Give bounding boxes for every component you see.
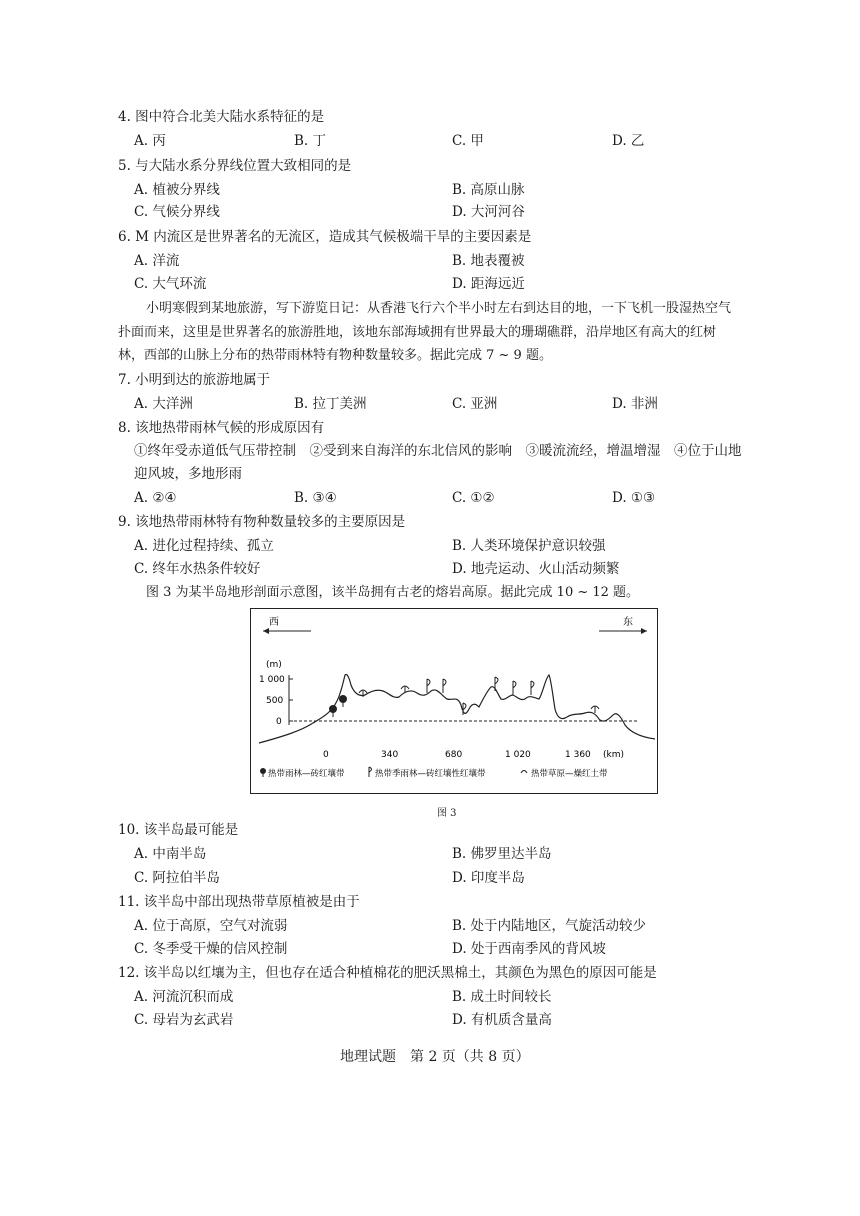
west-arrowhead-icon [263,628,269,634]
question-10-option-b: B. 佛罗里达半岛 [452,846,552,862]
question-4-option-c: C. 甲 [452,133,484,149]
monsoon-forest-icon [531,681,534,695]
east-label: 东 [623,617,633,628]
y-tick-label-500: 500 [266,696,284,706]
question-7-option-c: C. 亚洲 [452,396,498,412]
monsoon-forest-icon [443,679,446,693]
monsoon-forest-icon [495,677,498,691]
y-tick-label-1000: 1 000 [259,675,285,685]
x-tick-label-1360: 1 360 [565,750,591,760]
question-4-option-b: B. 丁 [294,133,327,149]
question-8-stem: 8. 该地热带雨林气候的形成原因有 [118,420,325,436]
question-9-option-a: A. 进化过程持续、孤立 [134,538,274,554]
question-11-stem: 11. 该半岛中部出现热带草原植被是由于 [118,894,360,910]
legend [260,767,608,779]
east-arrowhead-icon [641,628,647,634]
question-5-option-b: B. 高原山脉 [452,182,525,198]
question-6-option-d: D. 距海远近 [452,276,525,292]
question-8-statements-line-1: ①终年受赤道低气压带控制 ②受到来自海洋的东北信风的影响 ③暖流流经，增温增湿 ④位于山地 [134,443,742,459]
question-4-option-d: D. 乙 [612,133,645,149]
question-9-option-d: D. 地壳运动、火山活动频繁 [452,561,620,577]
question-11-option-d: D. 处于西南季风的背风坡 [452,941,606,957]
passage-2: 图 3 为某半岛地形剖面示意图，该半岛拥有古老的熔岩高原。据此完成 10 ~ 12 题。 [146,585,640,600]
question-8-option-b: B. ③④ [294,490,337,506]
legend-savanna-label: 热带草原—燥红土带 [531,769,608,779]
question-12-option-b: B. 成土时间较长 [452,989,552,1005]
question-11-option-c: C. 冬季受干燥的信风控制 [134,941,288,957]
terrain-profile-line [259,674,655,743]
question-8-option-a: A. ②④ [134,490,177,506]
passage-1-line-1: 小明寒假到某地旅游，写下游览日记：从香港飞行六个半小时左右到达目的地，一下飞机一股湿热空气 [146,301,732,316]
question-4-option-a: A. 丙 [134,133,166,149]
question-6-option-a: A. 洋流 [134,253,180,269]
question-7-stem: 7. 小明到达的旅游地属于 [118,372,271,388]
question-12-stem: 12. 该半岛以红壤为主，但也存在适合种植棉花的肥沃黑棉土，其颜色为黑色的原因可能是 [118,965,657,981]
x-tick-label-0: 0 [323,750,329,760]
west-label: 西 [269,617,279,628]
legend-rainforest-label: 热带雨林—砖红壤带 [268,769,345,779]
question-6-option-c: C. 大气环流 [134,276,207,292]
question-11-option-b: B. 处于内陆地区，气旋活动较少 [452,918,647,934]
x-tick-label-680: 680 [445,750,463,760]
question-12-option-d: D. 有机质含量高 [452,1012,552,1028]
legend-monsoon-label: 热带季雨林—砖红壤性红壤带 [375,769,486,779]
rainforest-icon [329,705,337,717]
question-5-option-c: C. 气候分界线 [134,204,220,220]
question-5-option-d: D. 大河河谷 [452,204,525,220]
question-9-option-c: C. 终年水热条件较好 [134,561,261,577]
question-5-option-a: A. 植被分界线 [134,182,220,198]
question-5-stem: 5. 与大陆水系分界线位置大致相同的是 [118,158,352,174]
question-8-option-d: D. ①③ [612,490,656,506]
page-footer: 地理试题 第 2 页（共 8 页） [340,1049,530,1065]
legend-savanna-icon [521,771,527,774]
question-10-option-c: C. 阿拉伯半岛 [134,870,220,886]
figure-3-terrain-profile [250,608,658,794]
question-6-option-b: B. 地表覆被 [452,253,525,269]
passage-1-line-3: 林，西部的山脉上分布的热带雨林特有物种数量较多。据此完成 7 ~ 9 题。 [118,348,552,363]
passage-1-line-2: 扑面而来，这里是世界著名的旅游胜地，该地东部海域拥有世界最大的珊瑚礁群，沿岸地区有高大的红树 [118,325,717,340]
question-7-option-b: B. 拉丁美洲 [294,396,367,412]
figure-3-caption: 图 3 [437,808,457,819]
question-10-option-d: D. 印度半岛 [452,870,525,886]
monsoon-forest-icon [427,679,430,693]
x-tick-label-340: 340 [381,750,399,760]
question-12-option-a: A. 河流沉积而成 [134,989,234,1005]
question-4-stem: 4. 图中符合北美大陆水系特征的是 [118,109,325,125]
monsoon-forest-icon [513,681,516,695]
question-9-stem: 9. 该地热带雨林特有物种数量较多的主要原因是 [118,514,406,530]
question-9-option-b: B. 人类环境保护意识较强 [452,538,606,554]
question-7-option-a: A. 大洋洲 [134,396,193,412]
y-tick-label-0: 0 [276,717,282,727]
question-12-option-c: C. 母岩为玄武岩 [134,1012,234,1028]
question-6-stem: 6. M 内流区是世界著名的无流区，造成其气候极端干旱的主要因素是 [118,229,532,245]
savanna-icon [591,706,599,713]
question-7-option-d: D. 非洲 [612,396,658,412]
rainforest-icon [339,695,347,707]
question-8-statements-line-2: 迎风坡，多地形雨 [134,466,242,482]
y-unit: (m) [266,660,282,670]
question-8-option-c: C. ①② [452,490,495,506]
question-10-stem: 10. 该半岛最可能是 [118,822,239,838]
question-11-option-a: A. 位于高原，空气对流弱 [134,918,288,934]
question-10-option-a: A. 中南半岛 [134,846,207,862]
terrain-profile-svg [251,609,657,793]
x-unit: (km) [603,750,625,760]
x-tick-label-1020: 1 020 [505,750,531,760]
